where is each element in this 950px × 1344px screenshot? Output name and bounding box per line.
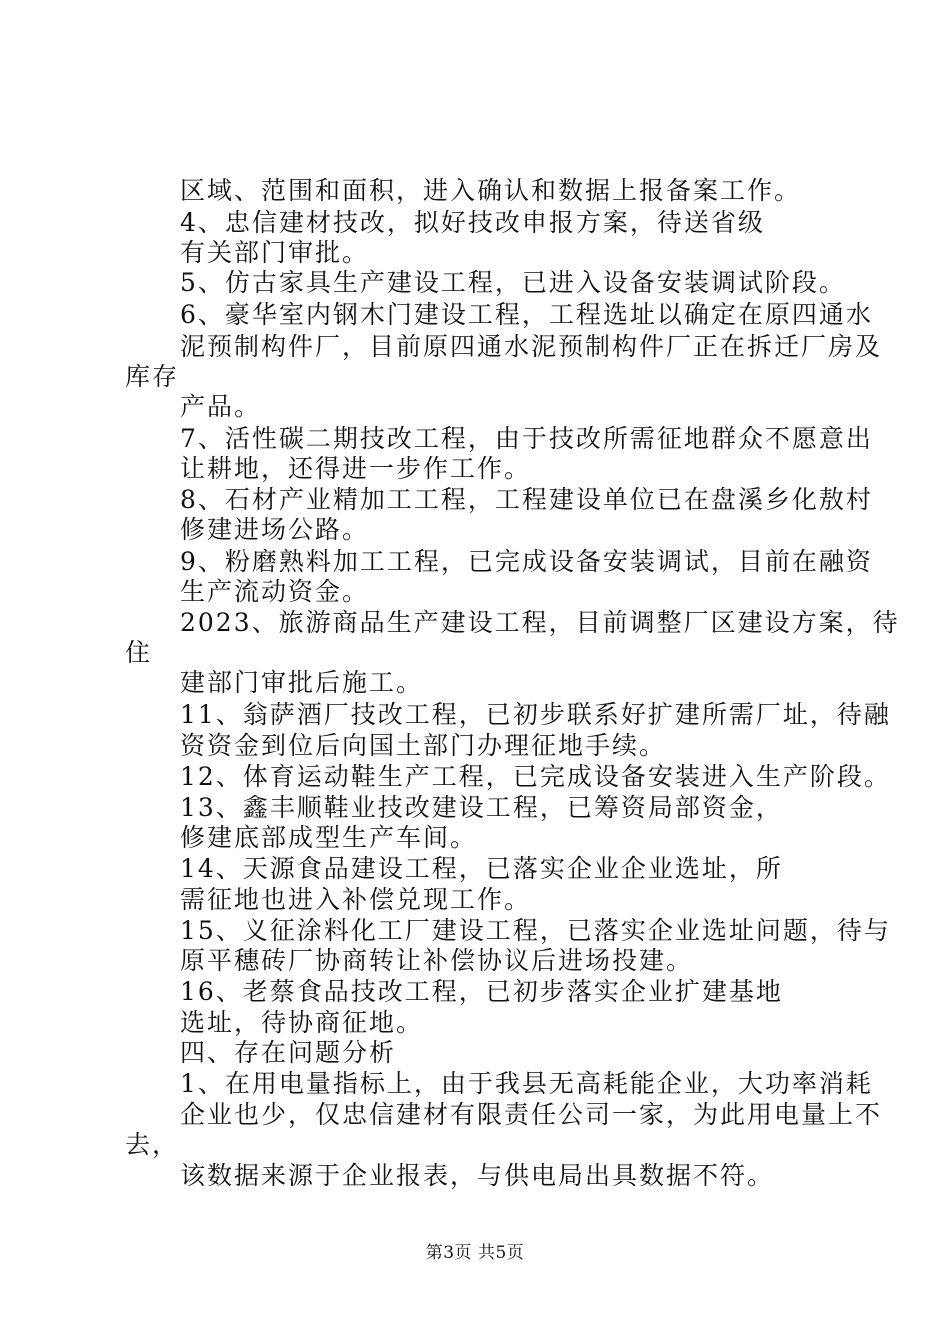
text-line: 修建底部成型生产车间。 [180,823,478,852]
page-number-footer: 第3页 共5页 [425,1243,525,1263]
text-line: 有关部门审批。 [180,238,370,267]
text-line: 该数据来源于企业报表，与供电局出具数据不符。 [180,1161,775,1190]
text-line: 产品。 [180,392,262,421]
text-line: 修建进场公路。 [180,515,370,544]
text-line: 14、天源食品建设工程，已落实企业企业选址，所 [180,854,783,883]
text-line: 11、翁萨酒厂技改工程，已初步联系好扩建所需厂址，待融 [180,700,891,729]
text-line: 建部门审批后施工。 [180,668,424,697]
text-line: 企业也少，仅忠信建材有限责任公司一家，为此用电量上不 [180,1100,883,1129]
text-line: 资资金到位后向国土部门办理征地手续。 [180,731,667,760]
text-line: 区域、范围和面积，进入确认和数据上报备案工作。 [180,176,802,205]
text-line: 住 [125,638,153,667]
text-line: 4、忠信建材技改，拟好技改申报方案，待送省级 [180,208,765,237]
text-line: 15、义征涂料化工厂建设工程，已落实企业选址问题，待与 [180,916,891,945]
text-line: 5、仿古家具生产建设工程，已进入设备安装调试阶段。 [180,268,846,297]
text-line: 8、石材产业精加工工程，工程建设单位已在盘溪乡化敖村 [180,485,873,514]
text-line: 库存 [125,362,180,391]
text-line: 13、鑫丰顺鞋业技改建设工程，已筹资局部资金， [180,793,783,822]
text-line: 让耕地，还得进一步作工作。 [180,454,532,483]
section-heading: 四、存在问题分析 [180,1038,397,1067]
text-line: 1、在用电量指标上，由于我县无高耗能企业，大功率消耗 [180,1069,873,1098]
text-line: 选址，待协商征地。 [180,1008,424,1037]
text-line: 16、老蔡食品技改工程，已初步落实企业扩建基地 [180,977,783,1006]
text-line: 泥预制构件厂，目前原四通水泥预制构件厂正在拆迁厂房及 [180,332,883,361]
text-line: 原平穗砖厂协商转让补偿协议后进场投建。 [180,946,694,975]
text-line: 6、豪华室内钢木门建设工程，工程选址以确定在原四通水 [180,300,873,329]
text-line: 9、粉磨熟料加工工程，已完成设备安装调试，目前在融资 [180,547,873,576]
text-line: 需征地也进入补偿兑现工作。 [180,885,532,914]
text-line: 7、活性碳二期技改工程，由于技改所需征地群众不愿意出 [180,424,873,453]
text-line: 去， [125,1130,180,1159]
text-line: 2023、旅游商品生产建设工程，目前调整厂区建设方案，待 [180,608,900,637]
text-line: 生产流动资金。 [180,577,370,606]
text-line: 12、体育运动鞋生产工程，已完成设备安装进入生产阶段。 [180,762,891,791]
